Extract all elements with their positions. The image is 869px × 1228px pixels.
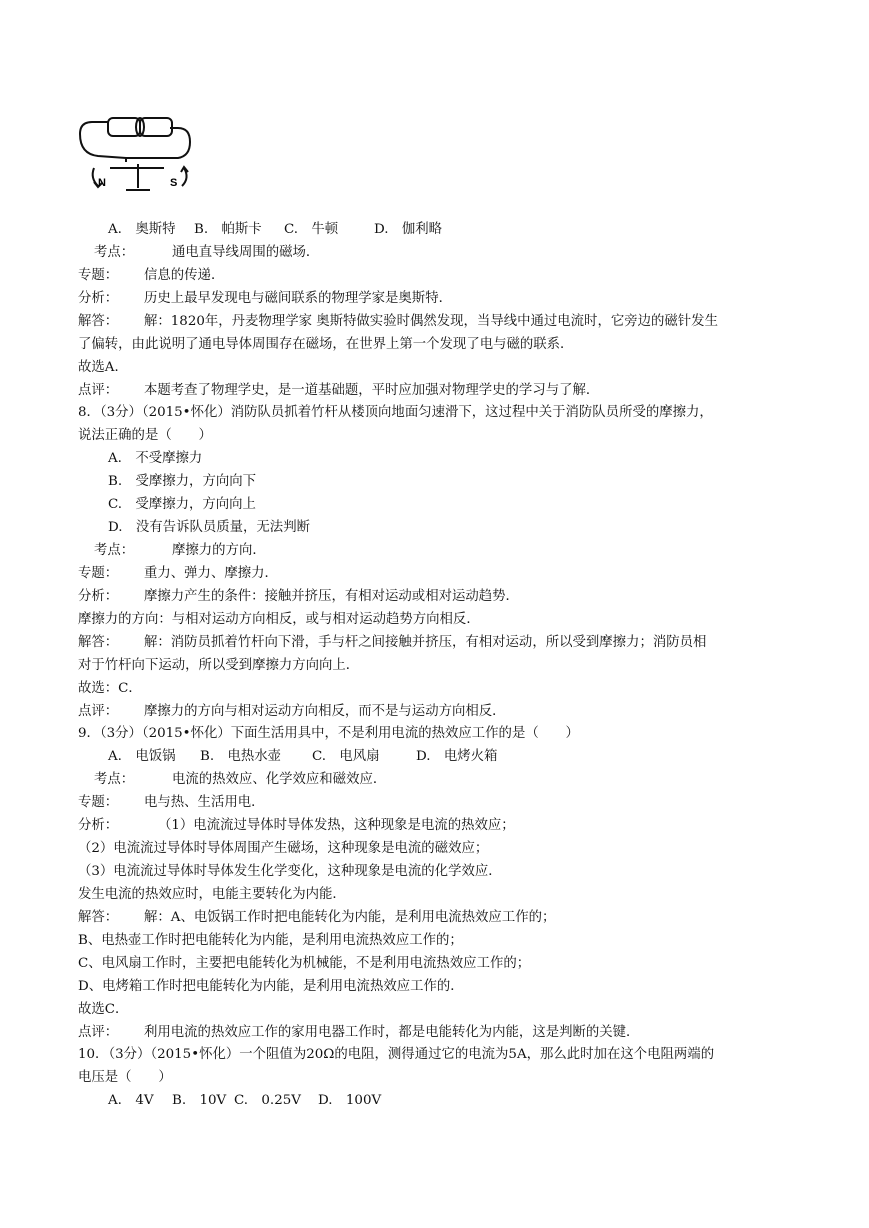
q9-fenxi-line3: （3）电流流过导体时导体发生化学变化，这种现象是电流的化学效应． [78,864,502,879]
q7-option-c: C. 牛顿 [284,222,339,237]
q8-option-a: A. 不受摩擦力 [108,451,203,466]
q9-zhuanti-label: 专题： [78,795,119,810]
q8-dianping-label: 点评： [78,704,119,719]
q9-jieda-line2: B、电热壶工作时把电能转化为内能，是利用电流热效应工作的； [78,933,463,948]
q8-jieda-line2: 对于竹杆向下运动，所以受到摩擦力方向向上． [78,658,360,673]
q9-option-b: B. 电热水壶 [200,749,282,764]
q7-dianping: 本题考查了物理学史，是一道基础题，平时应加强对物理学史的学习与了解． [144,383,600,398]
q9-option-d: D. 电烤火箱 [416,749,498,764]
q9-fenxi-line2: （2）电流流过导体时导体周围产生磁场，这种现象是电流的磁效应； [78,841,489,856]
q7-zhuanti: 信息的传递． [144,268,225,283]
q7-jieda-line2: 了偏转，由此说明了通电导体周围存在磁场，在世界上第一个发现了电与磁的联系． [78,337,574,352]
pole-n-label: N [98,177,106,189]
q9-kaodian: 电流的热效应、化学效应和磁效应． [172,772,387,787]
q9-stem: 9．（3分）（2015•怀化）下面生活用具中，不是利用电流的热效应工作的是（ ） [78,726,579,741]
q8-dianping: 摩擦力的方向与相对运动方向相反，而不是与运动方向相反． [144,704,506,719]
q8-zhuanti-label: 专题： [78,566,119,581]
q7-kaodian-label: 考点： [94,245,135,260]
q10-stem-line2: 电压是（ ） [78,1070,172,1085]
q9-fenxi-line4: 发生电流的热效应时，电能主要转化为内能． [78,887,346,902]
q8-answer: 故选：C． [78,681,142,696]
q9-options [108,747,497,767]
q9-fenxi-label: 分析： [78,818,119,833]
q10-options [108,1091,381,1111]
q8-stem-line1: 8．（3分）（2015•怀化）消防队员抓着竹杆从楼顶向地面匀速滑下，这过程中关于消防队员所受的摩擦力， [78,405,713,420]
q10-option-c: C. 0.25V [234,1093,301,1108]
q9-zhuanti: 电与热、生活用电． [144,795,265,810]
q9-dianping-label: 点评： [78,1025,119,1040]
q7-jieda-line1: 解：1820年，丹麦物理学家 奥斯特做实验时偶然发现，当导线中通过电流时，它旁边的磁针发生 [144,314,718,329]
q7-kaodian: 通电直导线周围的磁场． [172,245,320,260]
q9-jieda-line1: 解：A、电饭锅工作时把电能转化为内能，是利用电流热效应工作的； [144,910,556,925]
q8-option-d: D. 没有告诉队员质量，无法判断 [108,520,310,535]
q7-option-a: A. 奥斯特 [108,222,176,237]
q7-zhuanti-label: 专题： [78,268,119,283]
q8-kaodian: 摩擦力的方向． [172,543,266,558]
q8-fenxi-line2: 摩擦力的方向：与相对运动方向相反，或与相对运动趋势方向相反． [78,612,480,627]
pole-s-label: S [170,177,178,189]
q8-zhuanti: 重力、弹力、摩擦力． [144,566,278,581]
q7-dianping-label: 点评： [78,383,119,398]
q9-dianping: 利用电流的热效应工作的家用电器工作时，都是电能转化为内能，这是判断的关键． [144,1025,640,1040]
q9-option-c: C. 电风扇 [312,749,380,764]
q9-jieda-line4: D、电烤箱工作时把电能转化为内能，是利用电流热效应工作的． [78,979,464,994]
q9-jieda-label: 解答： [78,910,119,925]
q9-fenxi: （1）电流流过导体时导体发热，这种现象是电流的热效应； [158,818,515,833]
q8-option-b: B. 受摩擦力，方向向下 [108,474,257,489]
q8-jieda-label: 解答： [78,635,119,650]
q9-answer: 故选C． [78,1002,129,1017]
q7-option-b: B. 帕斯卡 [194,222,262,237]
q7-answer: 故选A． [78,360,128,375]
q9-option-a: A. 电饭锅 [108,749,176,764]
oersted-experiment-diagram [78,112,198,204]
q9-jieda-line3: C、电风扇工作时，主要把电能转化为机械能，不是利用电流热效应工作的； [78,956,531,971]
q7-fenxi: 历史上最早发现电与磁间联系的物理学家是奥斯特． [144,291,452,306]
q7-options [108,220,442,240]
q9-kaodian-label: 考点： [94,772,135,787]
q10-option-a: A. 4V [108,1093,154,1108]
q8-jieda-line1: 解：消防员抓着竹杆向下滑，手与杆之间接触并挤压，有相对运动，所以受到摩擦力；消防员相 [144,635,707,650]
q7-jieda-label: 解答： [78,314,119,329]
q7-option-d: D. 伽利略 [374,222,443,237]
q8-fenxi-label: 分析： [78,589,119,604]
q8-option-c: C. 受摩擦力，方向向上 [108,497,256,512]
q10-option-d: D. 100V [318,1093,382,1108]
q10-option-b: B. 10V [172,1093,227,1108]
q10-stem-line1: 10．（3分）（2015•怀化）一个阻值为20Ω的电阻，测得通过它的电流为5A，那么此时加在这个电阻两端的 [78,1047,715,1062]
q8-kaodian-label: 考点： [94,543,135,558]
q7-fenxi-label: 分析： [78,291,119,306]
q8-fenxi: 摩擦力产生的条件：接触并挤压，有相对运动或相对运动趋势． [144,589,519,604]
q8-stem-line2: 说法正确的是（ ） [78,428,212,443]
